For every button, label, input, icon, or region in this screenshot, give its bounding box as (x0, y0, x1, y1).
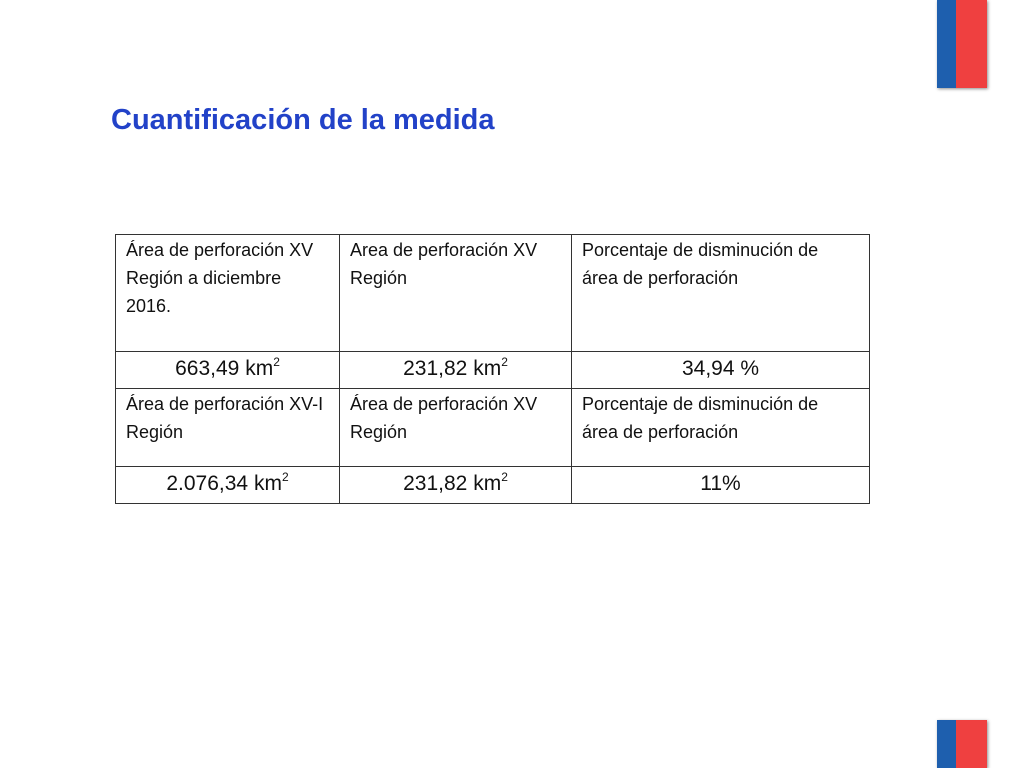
cell-value: 231,82 km (403, 357, 502, 380)
chile-flag-logo-top (937, 0, 987, 88)
table-cell: Área de perforación XV Región a diciembre 2016. (116, 235, 340, 352)
cell-value: 34,94 % (681, 357, 760, 380)
table-row (116, 352, 870, 389)
table-cell (116, 467, 340, 504)
table-cell: Porcentaje de disminución de área de perforación (572, 235, 870, 352)
slide-title: Cuantificación de la medida (111, 104, 495, 136)
table-cell (340, 352, 572, 389)
table-row (116, 467, 870, 504)
cell-value: 2.076,34 km (166, 472, 282, 495)
table-cell: Area de perforación XV Región (340, 235, 572, 352)
cell-superscript: 2 (501, 355, 508, 369)
table-cell (572, 352, 870, 389)
table-row (116, 235, 870, 352)
cell-superscript: 2 (281, 470, 289, 484)
chile-flag-logo-bottom (937, 720, 987, 768)
cell-value: 11% (700, 472, 741, 495)
flag-red-stripe (956, 0, 987, 88)
cell-superscript: 2 (273, 355, 280, 369)
table-cell: Área de perforación XV-I Región (116, 389, 340, 467)
table-cell: Área de perforación XV Región (340, 389, 572, 467)
flag-blue-stripe (937, 0, 956, 88)
cell-value: 231,82 km (403, 472, 502, 495)
measure-table (115, 234, 870, 504)
cell-value: 663,49 km (175, 357, 274, 380)
table-cell (116, 352, 340, 389)
flag-blue-stripe (937, 720, 956, 768)
cell-superscript: 2 (501, 470, 508, 484)
table-cell: Porcentaje de disminución de área de perforación (572, 389, 870, 467)
table-cell (572, 467, 870, 504)
flag-red-stripe (956, 720, 987, 768)
table-row (116, 389, 870, 467)
table-cell (340, 467, 572, 504)
